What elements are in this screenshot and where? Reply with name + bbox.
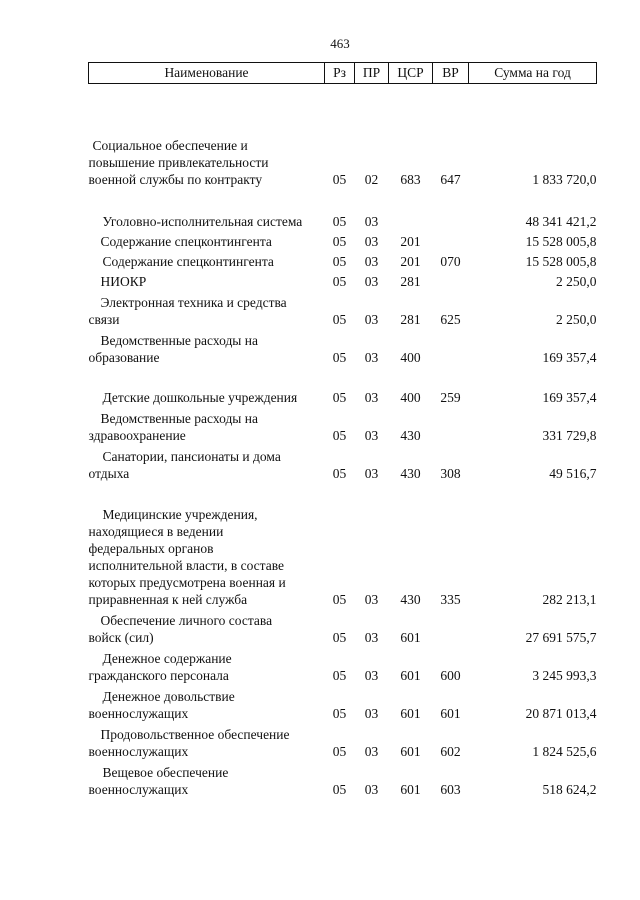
row-name-line: Электронная техника и средства bbox=[100, 294, 287, 310]
row-name-line: отдыха bbox=[88, 465, 130, 481]
row-csr: 601 bbox=[400, 629, 421, 645]
row-sum: 27 691 575,7 bbox=[525, 629, 597, 645]
row-pr: 03 bbox=[364, 465, 379, 481]
row-pr: 03 bbox=[364, 233, 379, 249]
table-row bbox=[89, 482, 597, 608]
row-rz: 05 bbox=[332, 427, 347, 443]
row-name-line: Ведомственные расходы на bbox=[100, 410, 258, 426]
row-name bbox=[89, 760, 325, 798]
row-name-line: приравненная к ней служба bbox=[88, 591, 248, 607]
row-sum: 169 357,4 bbox=[542, 349, 597, 365]
row-sum: 1 824 525,6 bbox=[532, 743, 597, 759]
row-name-line: военной службы по контракту bbox=[88, 171, 263, 187]
row-name-line: военнослужащих bbox=[88, 781, 189, 797]
row-name-line: Уголовно-исполнительная система bbox=[102, 213, 303, 229]
row-sum: 331 729,8 bbox=[542, 427, 597, 443]
row-sum: 518 624,2 bbox=[542, 781, 597, 797]
row-vr: 647 bbox=[440, 171, 461, 187]
table-row bbox=[89, 188, 597, 230]
row-csr bbox=[389, 188, 433, 230]
row-sum: 3 245 993,3 bbox=[532, 667, 597, 683]
row-csr: 201 bbox=[400, 253, 421, 269]
row-name bbox=[89, 84, 325, 188]
row-csr: 601 bbox=[400, 705, 421, 721]
row-sum: 1 833 720,0 bbox=[532, 171, 597, 187]
row-name bbox=[89, 722, 325, 760]
table-row bbox=[89, 366, 597, 406]
table-row bbox=[89, 270, 597, 290]
row-name-line: Ведомственные расходы на bbox=[100, 332, 258, 348]
row-name bbox=[89, 230, 325, 250]
row-csr: 601 bbox=[400, 667, 421, 683]
table-row bbox=[89, 290, 597, 328]
table-row bbox=[89, 230, 597, 250]
row-rz: 05 bbox=[332, 667, 347, 683]
row-name-line: Медицинские учреждения, bbox=[102, 506, 258, 522]
row-rz: 05 bbox=[332, 233, 347, 249]
row-name-line: Детские дошкольные учреждения bbox=[102, 389, 298, 405]
row-pr: 03 bbox=[364, 213, 379, 229]
row-sum: 2 250,0 bbox=[556, 311, 597, 327]
row-csr: 400 bbox=[400, 349, 421, 365]
row-name-line: войск (сил) bbox=[88, 629, 154, 645]
row-pr: 03 bbox=[364, 349, 379, 365]
row-name bbox=[89, 444, 325, 482]
row-vr: 601 bbox=[440, 705, 461, 721]
row-name-line: Продовольственное обеспечение bbox=[100, 726, 290, 742]
row-sum: 169 357,4 bbox=[542, 389, 597, 405]
header-pr: ПР bbox=[355, 63, 389, 84]
row-vr bbox=[433, 406, 469, 444]
row-name-line: исполнительной власти, в составе bbox=[88, 557, 285, 573]
row-csr: 430 bbox=[400, 427, 421, 443]
header-vr: ВР bbox=[433, 63, 469, 84]
row-name bbox=[89, 482, 325, 608]
row-pr: 03 bbox=[364, 743, 379, 759]
row-vr: 602 bbox=[440, 743, 461, 759]
row-name-line: НИОКР bbox=[100, 273, 147, 289]
row-pr: 03 bbox=[364, 253, 379, 269]
row-pr: 03 bbox=[364, 591, 379, 607]
row-name bbox=[89, 188, 325, 230]
table-row bbox=[89, 406, 597, 444]
row-name-line: военнослужащих bbox=[88, 743, 189, 759]
table-header-row bbox=[89, 63, 597, 84]
row-name-line: Вещевое обеспечение bbox=[102, 764, 229, 780]
row-name-line: федеральных органов bbox=[88, 540, 214, 556]
row-pr: 03 bbox=[364, 781, 379, 797]
row-name-line: гражданского персонала bbox=[88, 667, 229, 683]
row-name-line: образование bbox=[88, 349, 160, 365]
row-rz: 05 bbox=[332, 705, 347, 721]
header-sum: Сумма на год bbox=[469, 63, 597, 84]
table-row bbox=[89, 760, 597, 798]
row-rz: 05 bbox=[332, 273, 347, 289]
row-csr: 400 bbox=[400, 389, 421, 405]
row-csr: 281 bbox=[400, 311, 421, 327]
row-csr: 201 bbox=[400, 233, 421, 249]
row-vr: 625 bbox=[440, 311, 461, 327]
row-rz: 05 bbox=[332, 389, 347, 405]
row-vr bbox=[433, 328, 469, 366]
row-name bbox=[89, 684, 325, 722]
row-name-line: находящиеся в ведении bbox=[88, 523, 224, 539]
row-name bbox=[89, 250, 325, 270]
header-csr: ЦСР bbox=[389, 63, 433, 84]
row-vr bbox=[433, 188, 469, 230]
row-csr: 683 bbox=[400, 171, 421, 187]
row-vr: 603 bbox=[440, 781, 461, 797]
row-csr: 430 bbox=[400, 591, 421, 607]
row-vr: 070 bbox=[440, 253, 461, 269]
row-name-line: Содержание спецконтингента bbox=[100, 233, 272, 249]
budget-table bbox=[88, 62, 597, 798]
row-vr: 600 bbox=[440, 667, 461, 683]
row-name bbox=[89, 608, 325, 646]
row-sum: 49 516,7 bbox=[549, 465, 597, 481]
row-name-line: Социальное обеспечение и bbox=[92, 137, 248, 153]
row-name-line: Денежное содержание bbox=[102, 650, 232, 666]
row-vr bbox=[433, 270, 469, 290]
header-rz: Рз bbox=[325, 63, 355, 84]
row-pr: 03 bbox=[364, 389, 379, 405]
table-row bbox=[89, 84, 597, 188]
row-rz: 05 bbox=[332, 349, 347, 365]
row-name bbox=[89, 406, 325, 444]
row-pr: 03 bbox=[364, 629, 379, 645]
row-pr: 03 bbox=[364, 311, 379, 327]
row-rz: 05 bbox=[332, 213, 347, 229]
table-row bbox=[89, 646, 597, 684]
page-number: 463 bbox=[330, 36, 350, 51]
table-row bbox=[89, 250, 597, 270]
table-row bbox=[89, 722, 597, 760]
row-rz: 05 bbox=[332, 743, 347, 759]
row-pr: 03 bbox=[364, 667, 379, 683]
row-rz: 05 bbox=[332, 311, 347, 327]
table-row bbox=[89, 608, 597, 646]
table-row bbox=[89, 684, 597, 722]
row-csr: 601 bbox=[400, 743, 421, 759]
row-name bbox=[89, 328, 325, 366]
row-pr: 03 bbox=[364, 705, 379, 721]
row-name-line: повышение привлекательности bbox=[88, 154, 269, 170]
row-sum: 48 341 421,2 bbox=[525, 213, 597, 229]
row-name bbox=[89, 270, 325, 290]
row-name-line: военнослужащих bbox=[88, 705, 189, 721]
row-name-line: Денежное довольствие bbox=[102, 688, 235, 704]
header-name: Наименование bbox=[89, 63, 325, 84]
row-name bbox=[89, 290, 325, 328]
row-rz: 05 bbox=[332, 253, 347, 269]
row-pr: 03 bbox=[364, 427, 379, 443]
row-vr bbox=[433, 230, 469, 250]
row-sum: 15 528 005,8 bbox=[525, 253, 597, 269]
row-sum: 20 871 013,4 bbox=[525, 705, 597, 721]
row-vr: 259 bbox=[440, 389, 461, 405]
row-rz: 05 bbox=[332, 171, 347, 187]
row-sum: 2 250,0 bbox=[556, 273, 597, 289]
row-rz: 05 bbox=[332, 781, 347, 797]
table-row bbox=[89, 444, 597, 482]
row-pr: 02 bbox=[364, 171, 379, 187]
row-csr: 601 bbox=[400, 781, 421, 797]
row-rz: 05 bbox=[332, 465, 347, 481]
row-csr: 281 bbox=[400, 273, 421, 289]
row-name-line: связи bbox=[88, 311, 120, 327]
row-name-line: которых предусмотрена военная и bbox=[88, 574, 286, 590]
row-rz: 05 bbox=[332, 629, 347, 645]
row-name-line: Санатории, пансионаты и дома bbox=[102, 448, 281, 464]
row-rz: 05 bbox=[332, 591, 347, 607]
row-csr: 430 bbox=[400, 465, 421, 481]
row-sum: 15 528 005,8 bbox=[525, 233, 597, 249]
row-name-line: Содержание спецконтингента bbox=[102, 253, 274, 269]
row-name-line: здравоохранение bbox=[88, 427, 186, 443]
row-name bbox=[89, 366, 325, 406]
row-vr: 308 bbox=[440, 465, 461, 481]
row-sum: 282 213,1 bbox=[542, 591, 597, 607]
row-name bbox=[89, 646, 325, 684]
row-name-line: Обеспечение личного состава bbox=[100, 612, 273, 628]
row-vr bbox=[433, 608, 469, 646]
table-row bbox=[89, 328, 597, 366]
row-pr: 03 bbox=[364, 273, 379, 289]
row-vr: 335 bbox=[440, 591, 461, 607]
